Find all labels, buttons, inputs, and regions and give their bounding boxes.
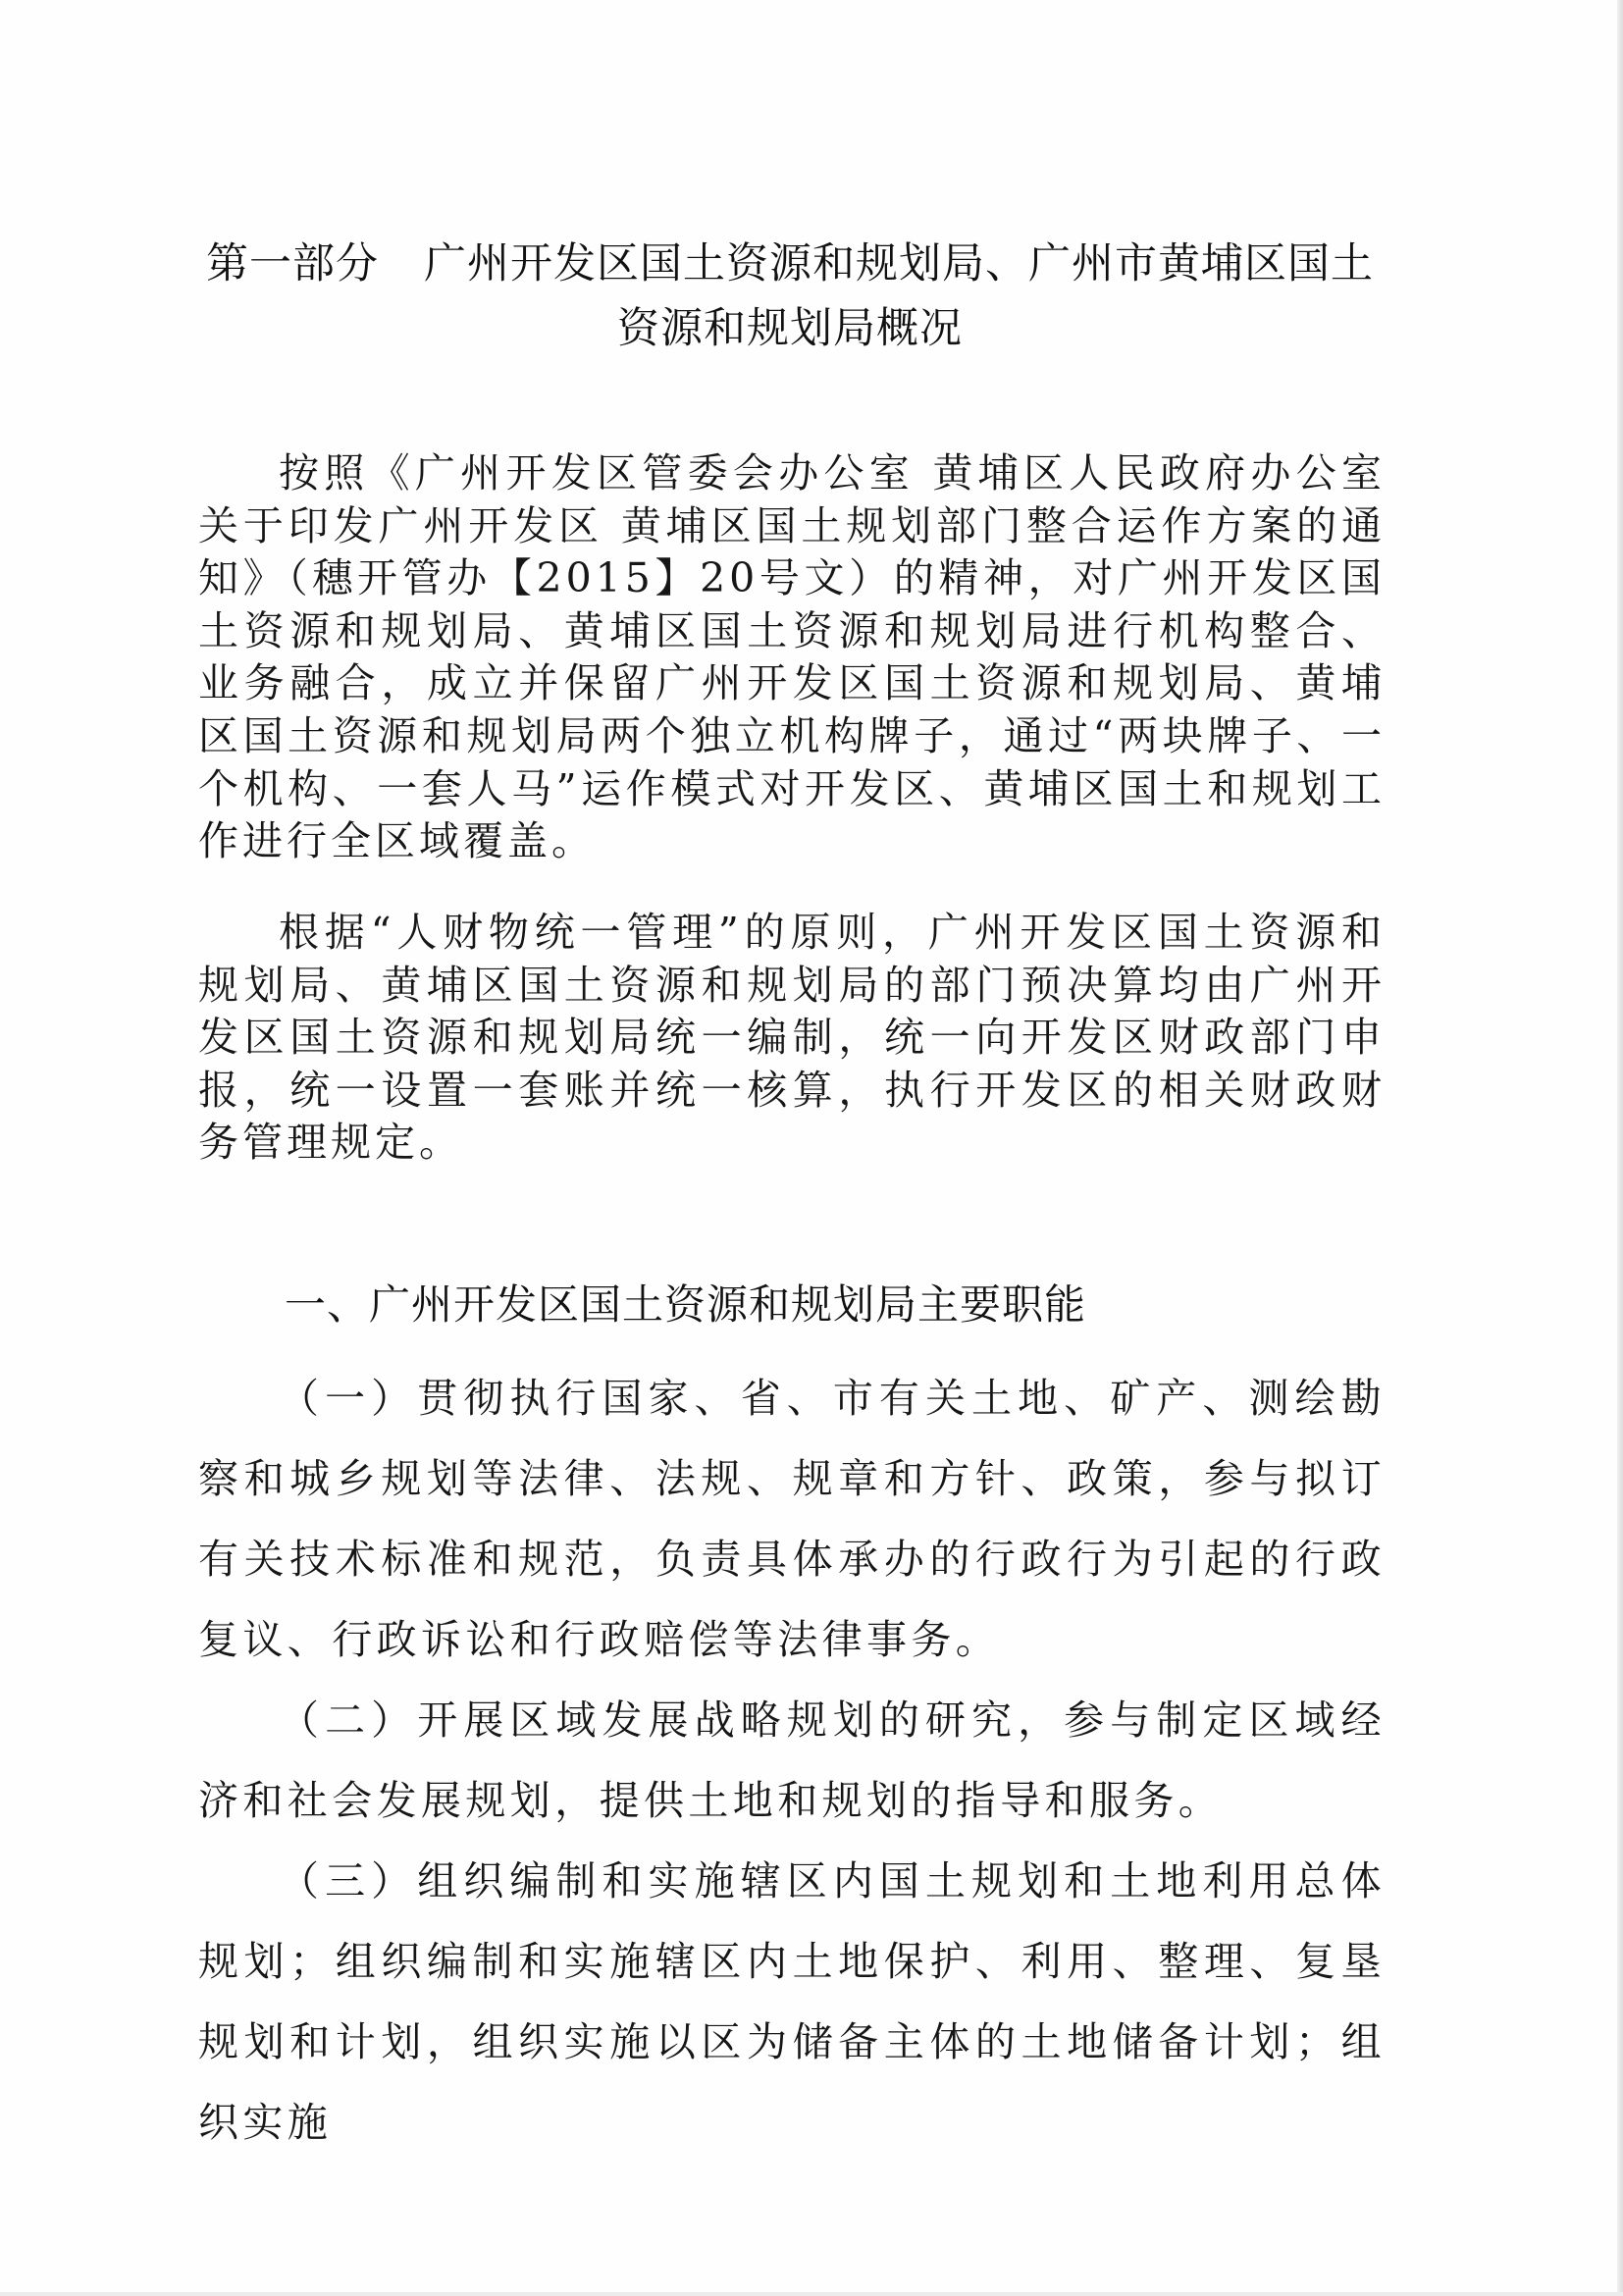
page-title: [196, 232, 1384, 361]
intro-paragraph: 根据“人财物统一管理”的原则，广州开发区国土资源和规划局、黄埔区国土资源和规划局的部门预决算均由广州开发区国土资源和规划局统一编制，统一向开发区财政部门申报，统一设置一套账并统一核算，执行开发区的相关财政财务管理规定。: [198, 909, 1386, 1167]
duty-paragraph: （一）贯彻执行国家、省、市有关土地、矿产、测绘勘察和城乡规划等法律、法规、规章和方针、政策，参与拟订有关技术标准和规范，负责具体承办的行政行为引起的行政复议、行政诉讼和行政赔偿等法律事务。: [198, 1375, 1386, 1663]
title-line-1: [196, 232, 1384, 296]
page-bottom-edge: [0, 2292, 1623, 2296]
title-text-line-1: 广州开发区国土资源和规划局、广州市黄埔区国土: [424, 239, 1374, 288]
intro-paragraph: 按照《广州开发区管委会办公室 黄埔区人民政府办公室关于印发广州开发区 黄埔区国土规划部门整合运作方案的通知》（穗开管办【2015】20号文）的精神，对广州开发区国土资源和规划局、黄埔区国土资源和规划局进行机构整合、业务融合，成立并保留广州开发区国土资源和规划局、黄埔区国土资源和规划局两个独立机构牌子，通过“两块牌子、一个机构、一套人马”运作模式对开发区、黄埔区国土和规划工作进行全区域覆盖。: [198, 449, 1386, 865]
section-heading: 一、广州开发区国土资源和规划局主要职能: [285, 1280, 1087, 1329]
title-part-label: 第一部分: [206, 239, 379, 288]
duty-paragraph: （三）组织编制和实施辖区内国土规划和土地利用总体规划；组织编制和实施辖区内土地保护、利用、整理、复垦规划和计划，组织实施以区为储备主体的土地储备计划；组织实施: [198, 1857, 1386, 2146]
page-edge-shadow: [1617, 0, 1623, 2296]
duty-paragraph: （二）开展区域发展战略规划的研究，参与制定区域经济和社会发展规划，提供土地和规划的指导和服务。: [198, 1696, 1386, 1824]
title-line-2: 资源和规划局概况: [617, 304, 963, 353]
